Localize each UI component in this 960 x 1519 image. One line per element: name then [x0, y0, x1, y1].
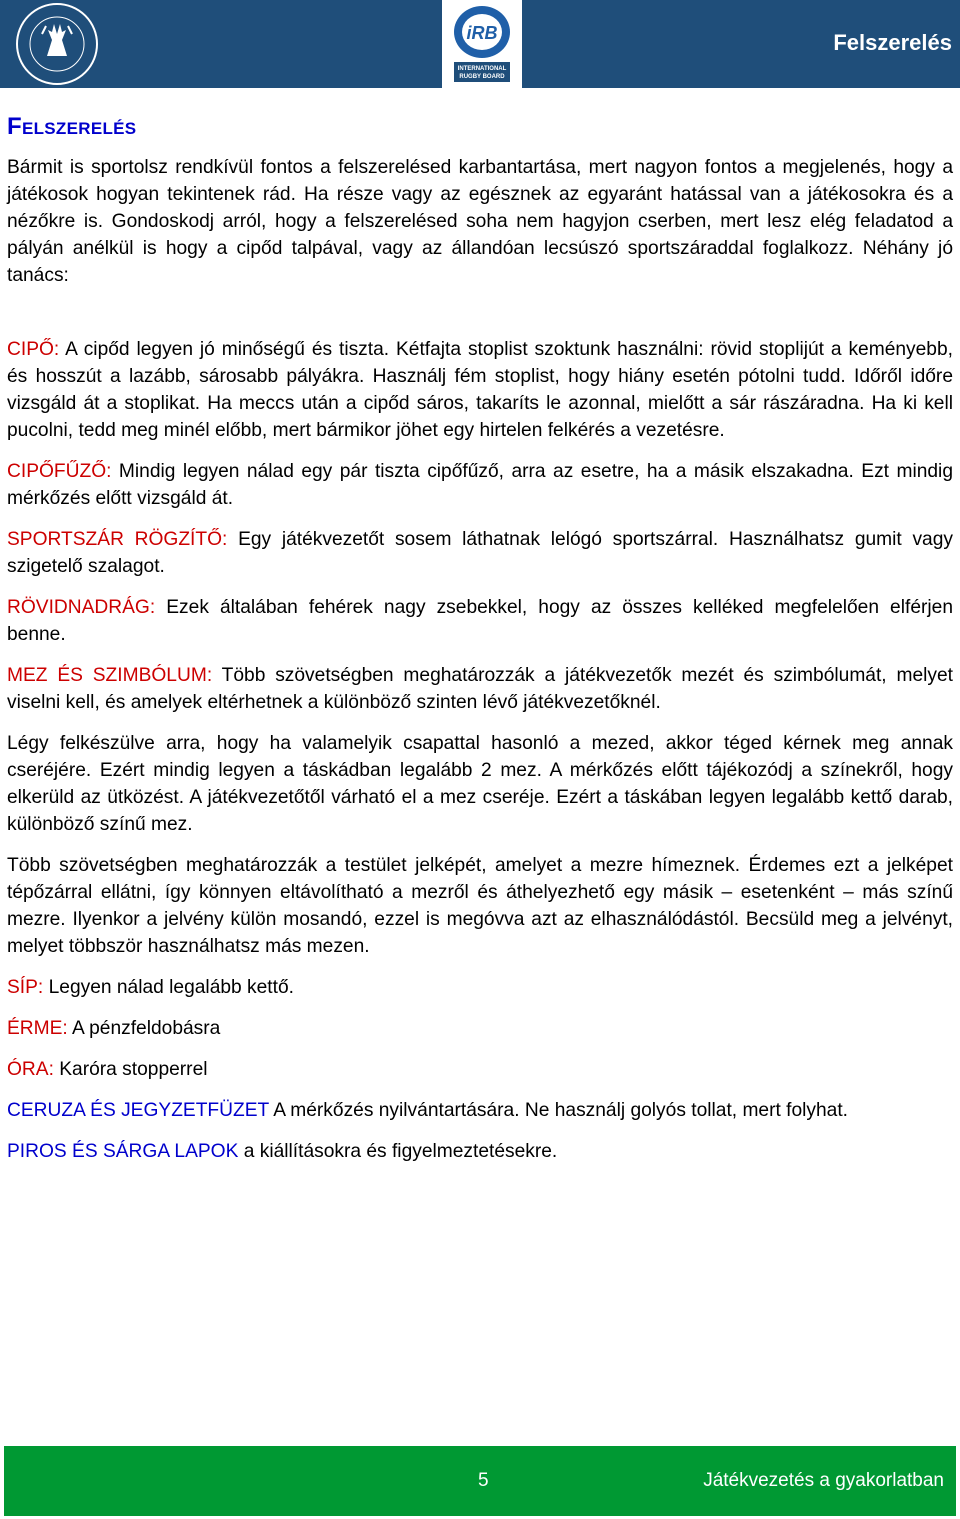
intro-paragraph: Bármit is sportolsz rendkívül fontos a felszerelésed karbantartása, mert nagyon fontos a megjelenés, hogy a játékosok hogyan tekintenek rád. Ha része vagy az egésznek az egyaránt hatással van a játékosokra és a nézőkre is. Gondoskodj arról, hogy a felszerelésed soha nem hagyjon cserben, mert lesz elég feladatod a pályán anélkül is hogy a cipőd talpával, vagy az állandóan lecsúszó sportszáraddal foglalkozz. Néhány jó tanács:	[7, 157, 953, 286]
irb-logo	[442, 0, 522, 88]
svg-text:RUGBY BOARD: RUGBY BOARD	[459, 74, 505, 80]
item-text: A pénzfeldobásra	[67, 1018, 221, 1039]
item-text: a kiállításokra és figyelmeztetésekre.	[238, 1141, 558, 1162]
item-label: RÖVIDNADRÁG:	[7, 597, 156, 618]
page-header	[0, 0, 960, 88]
badge-paragraph: Több szövetségben meghatározzák a testület jelképét, amelyet a mezre hímeznek. Érdemes ezt a jelképet tépőzárral ellátni, így könnyen eltávolítható a mezről és áthelyezhető egy másik – esetenként – más színű mezre. Ilyenkor a jelvény külön mosandó, ezzel is megóvva azt az elhasználódástól. Becsüld meg a jelvényt, melyet többször használhatsz más mezen.	[7, 855, 953, 957]
page-number: 5	[478, 1470, 489, 1491]
svg-text:iRB: iRB	[466, 23, 498, 43]
footer-title: Játékvezetés a gyakorlatban	[703, 1470, 944, 1491]
item-rovidnadrag	[7, 594, 953, 648]
page-title: Felszerelés	[7, 113, 137, 140]
item-label: PIROS ÉS SÁRGA LAPOK	[7, 1141, 239, 1162]
item-text: Egy játékvezetőt sosem láthatnak lelógó sportszárral. Használhatsz gumit vagy szigetelő szalagot.	[7, 529, 953, 577]
item-label: CIPŐFŰZŐ:	[7, 461, 112, 482]
item-mez	[7, 662, 953, 716]
item-label: MEZ ÉS SZIMBÓLUM:	[7, 665, 213, 686]
item-text: A mérkőzés nyilvántartására. Ne használj golyós tollat, mert folyhat.	[268, 1100, 849, 1121]
page-footer	[4, 1446, 956, 1516]
svg-text:INTERNATIONAL: INTERNATIONAL	[457, 66, 507, 72]
item-label: CERUZA ÉS JEGYZETFÜZET	[7, 1100, 269, 1121]
document-body	[7, 112, 953, 1179]
item-cipofuzo	[7, 458, 953, 512]
item-label: SÍP:	[7, 977, 44, 998]
item-text: Ezek általában fehérek nagy zsebekkel, hogy az összes kelléked megfelelően elférjen benne.	[7, 597, 953, 645]
item-lapok	[7, 1138, 953, 1165]
item-sportszar	[7, 526, 953, 580]
item-label: SPORTSZÁR RÖGZÍTŐ:	[7, 529, 228, 550]
item-ora	[7, 1056, 953, 1083]
item-text: A cipőd legyen jó minőségű és tiszta. Kétfajta stoplist szoktunk használni: rövid stoplijút a keményebb, és hosszút a lazább, sárosabb pályákra. Használj fém stoplist, hogy hiány esetén pótolni tudd. Időről időre vizsgáld át a stoplikat. Ha meccs után a cipőd sáros, takaríts le azonnal, mielőtt a sár rászáradna. Ha ki kell pucolni, tedd meg minél előbb, mert bármikor jöhet egy hirtelen felkérés a vezetésre.	[7, 339, 953, 441]
item-label: ÉRME:	[7, 1018, 68, 1039]
header-title: Felszerelés	[833, 30, 952, 55]
hungarian-rugby-union-referee-committee-logo	[2, 0, 112, 88]
item-ceruza	[7, 1097, 953, 1124]
item-cipo	[7, 336, 953, 444]
item-sip	[7, 974, 953, 1001]
item-text: Mindig legyen nálad egy pár tiszta cipőfűző, arra az esetre, ha a másik elszakadna. Ezt mindig mérkőzés előtt vizsgáld át.	[7, 461, 953, 509]
spare-jersey-paragraph: Légy felkészülve arra, hogy ha valamelyik csapattal hasonló a mezed, akkor téged kérnek meg annak cseréjére. Ezért mindig legyen a táskádban legalább 2 mez. A mérkőzés előtt tájékozódj a színekről, hogy elkerüld az ütközést. A játékvezetőtől várható el a mez cseréje. Ezért a táskában legyen legalább kettő darab, különböző színű mez.	[7, 733, 953, 835]
item-label: CIPŐ:	[7, 339, 60, 360]
item-text: Több szövetségben meghatározzák a játékvezetők mezét és szimbólumát, melyet viselni kell, és amelyek eltérhetnek a különböző szinten lévő játékvezetőknél.	[7, 665, 953, 713]
item-text: Karóra stopperrel	[53, 1059, 208, 1080]
item-erme	[7, 1015, 953, 1042]
item-label: ÓRA:	[7, 1059, 54, 1080]
item-text: Legyen nálad legalább kettő.	[43, 977, 294, 998]
